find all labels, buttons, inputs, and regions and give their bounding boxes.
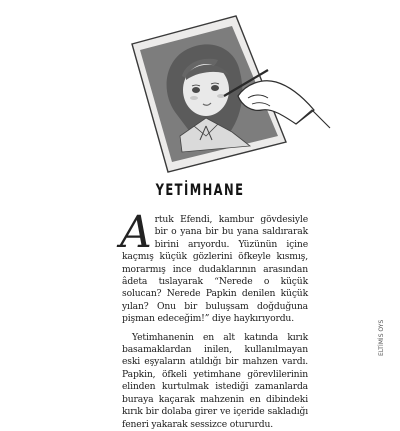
drop-cap: A [120,207,152,258]
paragraph-1 [120,207,308,326]
chapter-body [120,207,308,431]
chapter-illustration [0,0,400,180]
paragraph-2: Yetimhanenin en alt katında kırık basamaklardan inilen, kullanılmayan eski eşyaların atıldığı bir mahzen vardı. Papkin, öfkeli yetimhane görevlilerinin elinden kurtulmak istediği zamanlarda buraya kaçarak mahzenin en dibindeki kırık bir dolaba girer ve içeride sakladığı feneri yakarak sessizce otururdu. [122,331,308,430]
side-credit: ELTİMİS OYS [378,319,385,356]
paragraph-1-text: rtuk Efendi, kambur gövdesiyle bir o yana bir bu yana saldırarak birini arıyordu. Yüzünün içine kaçmış küçük gözlerini öfkeyle kısmış, morarmış ince dudaklarının arasından âdeta tıslayarak “Nerede o küçük solucan? Nerede Papkin denilen küçük yılan? Onu bir buluşsam doğduğuna pişman edeceğim!” diye haykırıyordu. [122,214,308,325]
chapter-title: YETİMHANE [155,180,245,199]
